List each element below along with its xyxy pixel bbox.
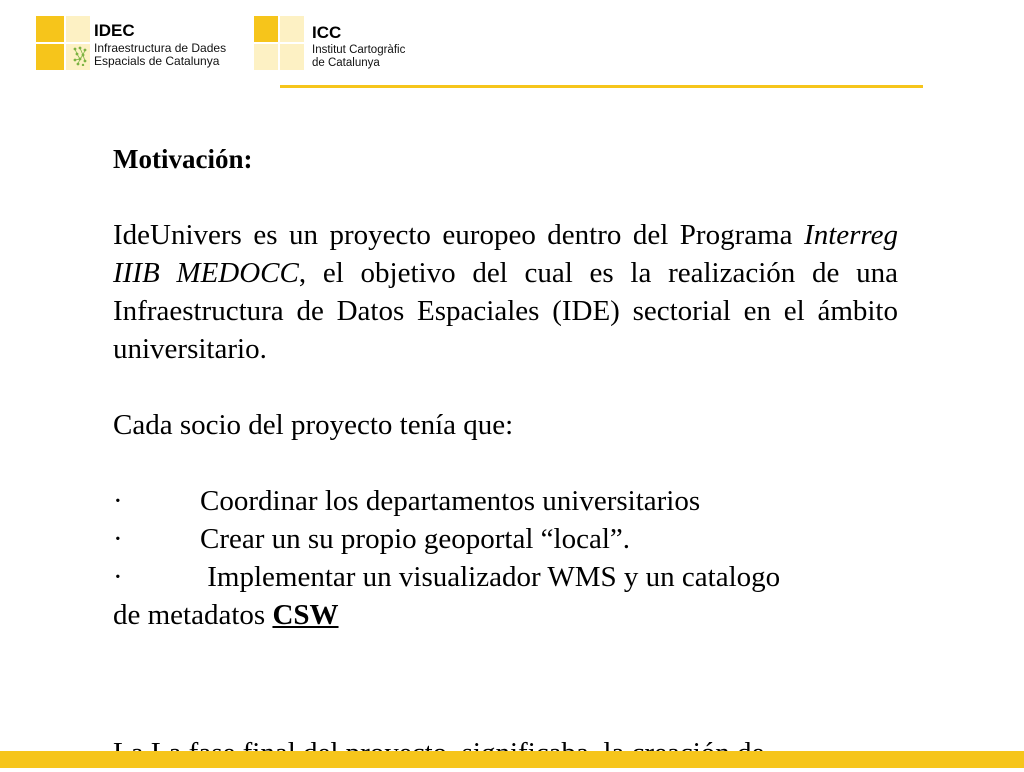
bullet-dot: · bbox=[113, 561, 123, 593]
idec-acronym: IDEC bbox=[94, 21, 135, 40]
partners-intro: Cada socio del proyecto tenía que: bbox=[113, 409, 514, 441]
logo-square bbox=[36, 44, 64, 70]
logo-square bbox=[254, 44, 278, 70]
intro-paragraph bbox=[113, 216, 898, 368]
csw-link[interactable]: CSW bbox=[272, 599, 339, 631]
icc-name-line2: de Catalunya bbox=[312, 57, 380, 69]
list-item-text: Crear un su propio geoportal “local”. bbox=[200, 523, 631, 555]
idec-name-line2: Espacials de Catalunya bbox=[94, 54, 220, 68]
slide-content bbox=[113, 140, 898, 634]
bullet-dot: · bbox=[113, 485, 123, 517]
intro-text-start: IdeUnivers es un proyecto europeo dentro del Programa bbox=[113, 219, 805, 251]
logo-square bbox=[36, 16, 64, 42]
icc-name-line1: Institut Cartogràfic bbox=[312, 44, 406, 56]
icc-logo bbox=[254, 16, 444, 74]
program-name: Interreg IIIB MEDOCC bbox=[113, 219, 898, 289]
list-item-continuation bbox=[113, 596, 898, 634]
footer-bar bbox=[0, 751, 1024, 768]
logo-square bbox=[254, 16, 278, 42]
logo-square bbox=[66, 16, 90, 42]
list-item-text: de metadatos bbox=[113, 599, 273, 631]
network-glyph-icon bbox=[72, 46, 88, 66]
idec-logo bbox=[36, 16, 246, 74]
logo-square bbox=[280, 44, 304, 70]
logo-square bbox=[280, 16, 304, 42]
idec-logo-text bbox=[94, 22, 226, 68]
list-item-text: Coordinar los departamentos universitarios bbox=[200, 485, 701, 517]
list-item bbox=[113, 482, 898, 520]
idec-name-line1: Infraestructura de Dades bbox=[94, 41, 227, 55]
list-item-text: Implementar un visualizador WMS y un catalogo bbox=[200, 561, 781, 593]
section-heading: Motivación: bbox=[113, 144, 253, 174]
icc-acronym: ICC bbox=[312, 23, 342, 42]
bullet-dot: · bbox=[113, 523, 123, 555]
icc-logo-text bbox=[312, 24, 405, 70]
list-item bbox=[113, 520, 898, 558]
intro-text-end: , el objetivo del cual es la realización de una Infraestructura de Datos Espaciales (IDE) sectorial en el ámbito universitario. bbox=[113, 257, 898, 365]
list-item bbox=[113, 558, 898, 596]
header-divider bbox=[280, 85, 923, 88]
